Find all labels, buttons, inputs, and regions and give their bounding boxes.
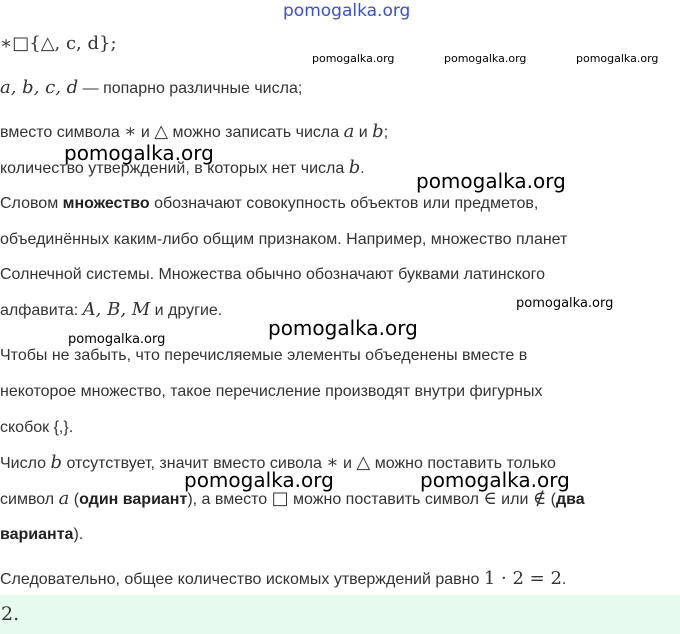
math-symbol: ∈ xyxy=(483,488,497,509)
text: ; xyxy=(383,124,389,141)
answer-box xyxy=(0,595,680,634)
text: алфавита: xyxy=(0,302,83,319)
text: — попарно различные числа; xyxy=(78,80,303,97)
math-symbol: □ xyxy=(271,488,289,509)
math-var: b xyxy=(50,452,62,473)
watermark: pomogalka.org xyxy=(312,52,395,65)
text-line xyxy=(0,229,567,251)
bold-term: варианта xyxy=(0,526,74,543)
text: обозначают совокупность объектов или предметов, xyxy=(149,195,539,212)
set-formula: ∗□{△, c, d}; xyxy=(0,33,117,54)
text-line xyxy=(0,417,73,439)
text-line xyxy=(0,299,222,322)
watermark: pomogalka.org xyxy=(268,316,418,340)
watermark: pomogalka.org xyxy=(420,468,570,492)
text: ), а вместо xyxy=(187,491,272,508)
text: или xyxy=(496,491,533,508)
watermark: pomogalka.org xyxy=(444,52,527,65)
watermark: pomogalka.org xyxy=(576,52,659,65)
formula-line xyxy=(0,33,117,56)
text-line xyxy=(0,193,538,215)
bold-term: один вариант xyxy=(79,491,188,508)
text: . xyxy=(561,571,567,588)
math-formula: 1 · 2 = 2 xyxy=(483,568,562,589)
watermark-top: pomogalka.org xyxy=(283,1,411,21)
text-line xyxy=(0,381,542,403)
text-line xyxy=(0,524,83,546)
text: можно записать числа xyxy=(168,124,344,141)
watermark: pomogalka.org xyxy=(184,468,334,492)
text: Следовательно, общее количество искомых утверждений равно xyxy=(0,571,484,588)
math-var: b xyxy=(348,157,361,178)
math-symbol: △ xyxy=(356,452,371,473)
bold-term: два xyxy=(555,491,585,508)
math-symbol: ∗ xyxy=(124,121,137,142)
text-line xyxy=(0,345,527,367)
text-line xyxy=(0,77,302,100)
text: объединённых каким-либо общим признаком. Например, множество планет xyxy=(0,231,568,248)
text-line xyxy=(0,157,365,180)
text: ( xyxy=(69,491,80,508)
math-vars: A, B, M xyxy=(82,299,151,320)
text-line xyxy=(0,121,388,144)
text: можно поставить только xyxy=(370,455,556,472)
answer-text: 2. xyxy=(1,603,20,625)
text-line xyxy=(0,568,566,591)
text: ). xyxy=(73,526,84,543)
text: скобок {,}. xyxy=(0,419,74,436)
text: и xyxy=(354,124,373,141)
text: и другие. xyxy=(150,302,223,319)
watermark: pomogalka.org xyxy=(68,332,166,347)
text: Чтобы не забыть, что перечисляемые элементы объеденены вместе в xyxy=(0,347,528,364)
text: и xyxy=(338,455,357,472)
text: некоторое множество, такое перечисление производят внутри фигурных xyxy=(0,383,543,400)
text: символ xyxy=(0,491,59,508)
text: вместо символа xyxy=(0,124,125,141)
math-vars: a, b, c, d xyxy=(0,77,79,98)
text-line xyxy=(0,452,556,475)
text: . xyxy=(360,160,365,177)
text: отсутствует, значит вместо сивола xyxy=(62,455,327,472)
text: можно поставить символ xyxy=(288,491,484,508)
text: и xyxy=(136,124,155,141)
math-var: b xyxy=(372,121,384,142)
text: количество утверждений, в которых нет числа xyxy=(0,160,349,177)
text: Солнечной системы. Множества обычно обозначают буквами латинского xyxy=(0,266,546,283)
watermark: pomogalka.org xyxy=(416,169,566,193)
text-line xyxy=(0,264,545,286)
text: ( xyxy=(546,491,556,508)
math-symbol: △ xyxy=(154,121,169,142)
math-symbol: ∗ xyxy=(326,452,339,473)
math-var: a xyxy=(58,488,70,509)
watermark: pomogalka.org xyxy=(64,141,214,165)
math-symbol: ∉ xyxy=(532,488,547,509)
text: Число xyxy=(0,455,51,472)
bold-term: множество xyxy=(62,195,150,212)
text: Словом xyxy=(0,195,63,212)
math-var: a xyxy=(343,121,355,142)
watermark: pomogalka.org xyxy=(516,296,614,311)
text-line xyxy=(0,488,585,511)
